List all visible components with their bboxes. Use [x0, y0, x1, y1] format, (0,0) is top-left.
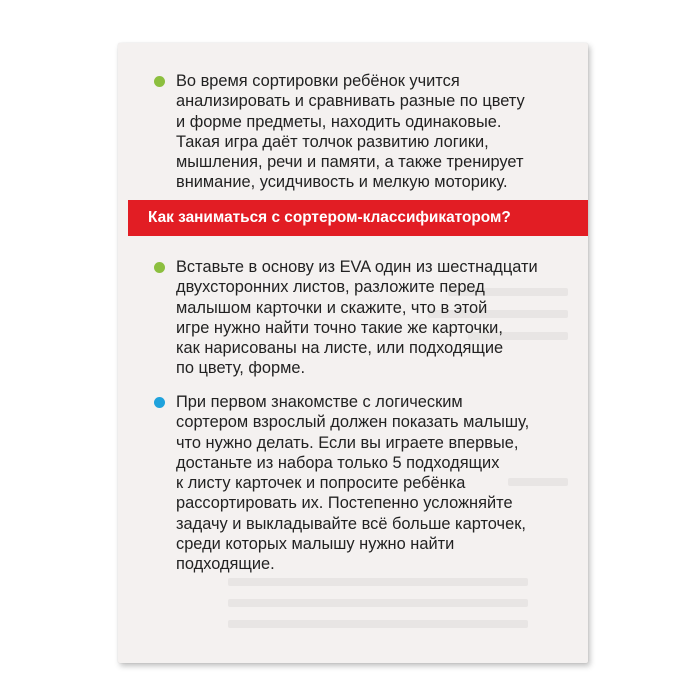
green-bullet-icon [154, 76, 165, 87]
paragraph-sorting-benefits [154, 71, 564, 193]
instruction-card [118, 43, 588, 663]
show-through-text [228, 599, 528, 607]
blue-bullet-icon [154, 397, 165, 408]
paragraph-first-acquaintance [154, 392, 564, 575]
paragraph-text: Вставьте в основу из EVA один из шестнадцати двухсторонних листов, разложите перед малышом карточки и скажите, что в этой игре нужно найти точно такие же карточки, как нарисованы на листе, или подходящие по цвету, форме. [176, 258, 538, 378]
show-through-text [228, 620, 528, 628]
green-bullet-icon [154, 262, 165, 273]
section-heading: Как заниматься с сортером-классификатором? [148, 209, 511, 226]
paragraph-text: Во время сортировки ребёнок учится анализировать и сравнивать разные по цвету и форме предметы, находить одинаковые. Такая игра даёт толчок развитию логики, мышления, речи и памяти, а также тренирует внимание, усидчивость и мелкую моторику. [176, 72, 525, 192]
paragraph-how-to-play [154, 257, 564, 379]
section-banner [128, 200, 588, 236]
show-through-text [228, 578, 528, 586]
paragraph-text: При первом знакомстве с логическим сортером взрослый должен показать малышу, что нужно делать. Если вы играете впервые, достаньте из набора только 5 подходящих к листу карточек и попросите ребёнка рассортировать их. Постепенно усложняйте задачу и выкладывайте всё больше карточек, среди которых малышу нужно найти подходящие. [176, 393, 530, 574]
